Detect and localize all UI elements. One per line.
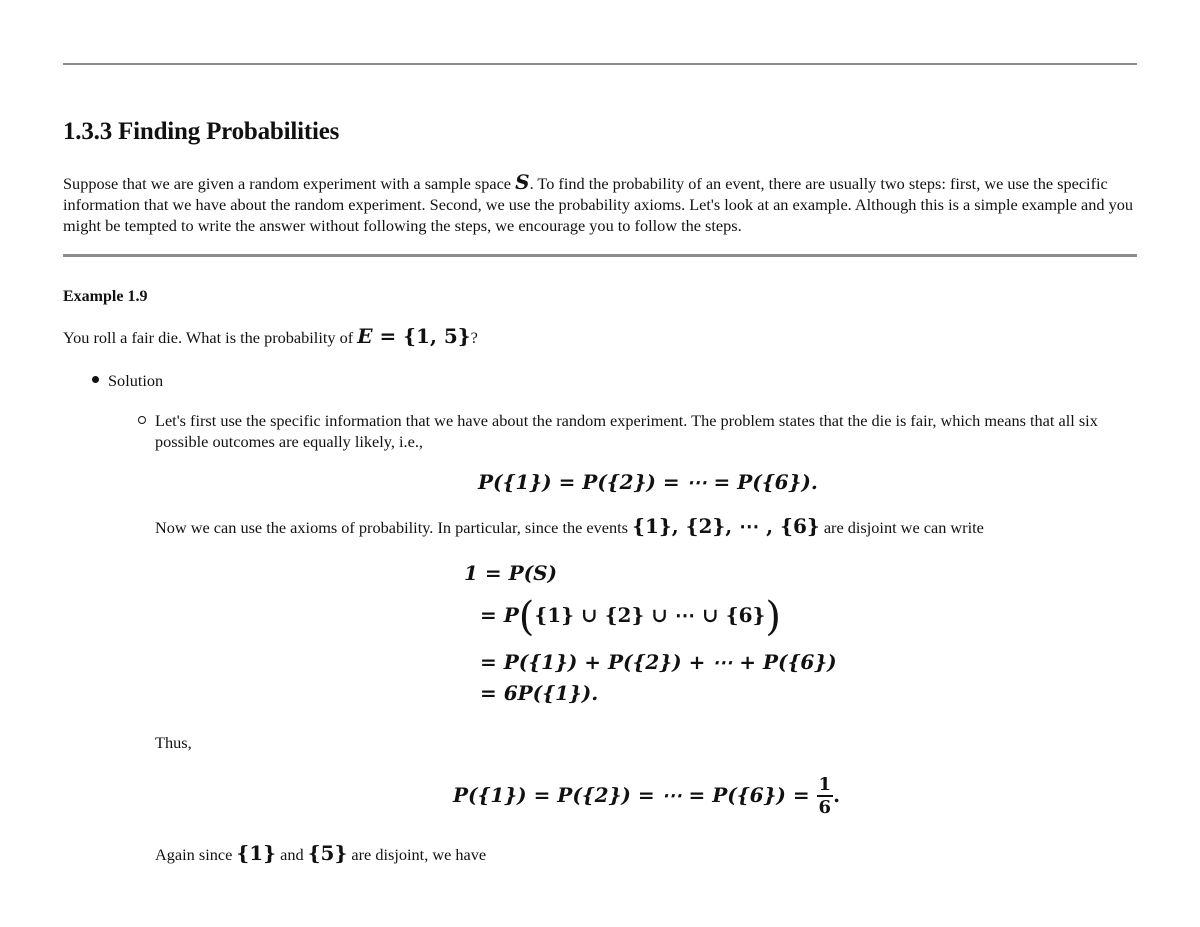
align-line-2: = P({1} ∪ {2} ∪ ⋯ ∪ {6}) xyxy=(480,594,781,640)
sample-space-symbol: S xyxy=(515,170,530,194)
step-bullet xyxy=(138,416,146,424)
section-title: 1.3.3 Finding Probabilities xyxy=(63,118,340,145)
align-line-4: = 6P({1}). xyxy=(480,681,599,705)
event-symbol: E xyxy=(357,324,373,348)
equation-result: P({1}) = P({2}) = ⋯ = P({6}) = $\frac{1}{6}$ . xyxy=(453,774,841,818)
step1-text: Let's first use the specific information that we have about the random experiment. The problem states that the die is fair, which means that all six possible outcomes are equally likely, i.e., xyxy=(155,411,1098,451)
again-text: Again since {1} and {5} are disjoint, we have xyxy=(155,841,487,865)
disjoint-events: {1}, {2}, ⋯ , {6} xyxy=(632,514,820,538)
event-set: = {1, 5} xyxy=(372,324,471,348)
thus-text: Thus, xyxy=(155,733,192,752)
set-five: {5} xyxy=(307,841,348,865)
align-line-1: 1 = P(S) xyxy=(464,561,558,585)
section-divider xyxy=(63,254,1137,257)
equation-equally-likely: P({1}) = P({2}) = ⋯ = P({6}). xyxy=(478,470,818,494)
intro-paragraph: Suppose that we are given a random experiment with a sample space S. To find the probability of an event, there are usually two steps: first, we use the specific information that we have about the random experiment. Second, we use the probability axioms. Let's look at an example. Although this is a simple example and you might be tempted to write the answer without following the steps, we encourage you to follow the steps. xyxy=(63,170,1134,235)
step2-text: Now we can use the axioms of probability. In particular, since the events {1}, {2}, ⋯ , {6} are disjoint we can write xyxy=(155,514,984,538)
fraction-one-sixth: $\frac{1}{6}$ xyxy=(818,774,832,818)
top-divider xyxy=(63,63,1137,65)
solution-toggle[interactable]: Solution xyxy=(108,371,164,390)
align-line-3: = P({1}) + P({2}) + ⋯ + P({6}) xyxy=(480,650,837,674)
example-question: You roll a fair die. What is the probability of E = {1, 5}? xyxy=(63,324,478,348)
solution-bullet xyxy=(92,376,99,383)
example-title: Example 1.9 xyxy=(63,288,148,305)
set-one: {1} xyxy=(236,841,277,865)
